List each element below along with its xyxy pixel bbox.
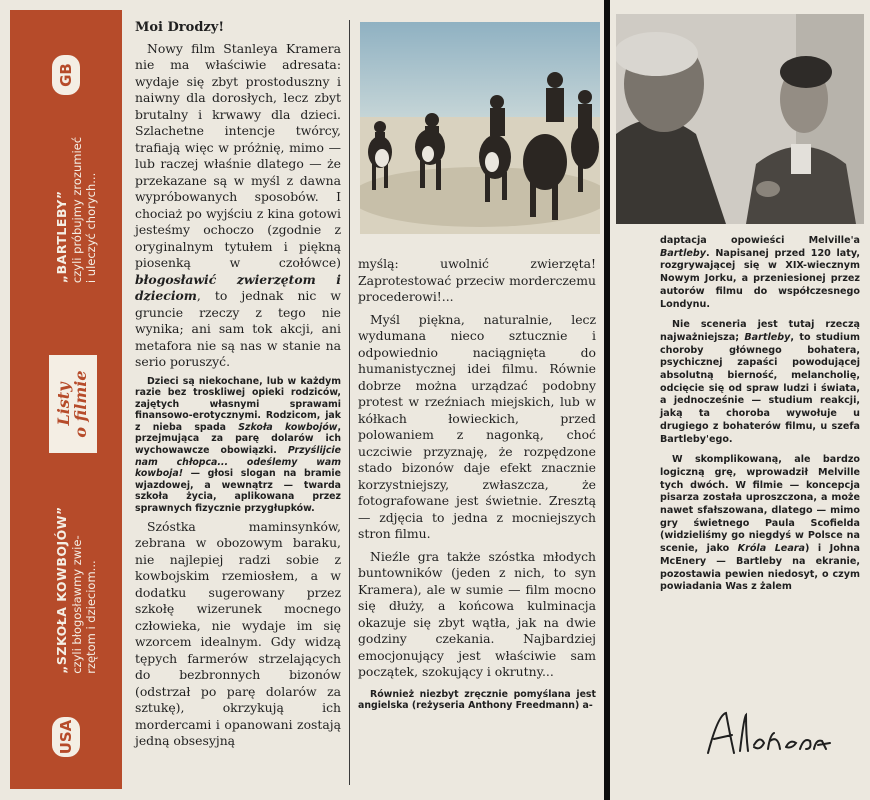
two-men-photo	[616, 14, 864, 224]
horse-riders-photo	[360, 22, 600, 234]
column-2	[358, 256, 596, 712]
paragraph: Szóstka maminsynków, zebrana w obozowym baraku, nie najlepiej radzi sobie z kowbojskim rzemiosłem, a w dodatku sugerowany przez szkołę wizerunek mocnego człowieka, nie wydaje im się wzorcem idealnym. Gdy widzą tępych farmerów strzelających do bezbronnych bizonów (odstrzał po parę dolarów za sztukę), okrzykują ich mordercami i opanowani zostają jedną obsesyjną	[135, 518, 341, 749]
film2-title: „SZKOŁA KOWBOJÓW”	[53, 506, 69, 674]
film1-title: „BARTLEBY”	[53, 190, 69, 284]
column-3	[660, 235, 860, 594]
paragraph: Nie sceneria jest tutaj rzeczą najważniejsza; Bartleby, to studium choroby głównego bohatera, psychicznej zapaści powodującej absolutną bierność, melancholię, odcięcie się od spraw ludzi i świata, a jednocześnie — studium reakcji, jaką ta choroba wywołuje u drugiego z bohaterów filmu, u szefa Bartleby'ego.	[660, 319, 860, 445]
author-signature	[700, 705, 840, 765]
listy-o-filmie-logo: Listy o filmie	[49, 355, 97, 453]
paragraph: W skomplikowaną, ale bardzo logiczną grę, wprowadził Melville tych dwóch. W filmie — koncepcja pisarza została uproszczona, a może nawet sfałszowana, dlatego — mimo gry świetnego Paula Scofielda (widzieliśmy go niegdyś w Polsce na scenie, jako Króla Leara) i Johna McEnery — Bartleby na ekranie, pozostawia pewien niedosyt, o czym powiadania Was z żalem	[660, 454, 860, 593]
horse-riders-illustration	[360, 22, 600, 234]
film1-heading	[54, 137, 98, 283]
column-1	[135, 20, 341, 750]
country-badge-usa: USA	[52, 717, 80, 757]
sidebar-banner	[10, 10, 122, 789]
small-paragraph: Również niezbyt zręcznie pomyślana jest angielska (reżyseria Anthony Freedmann) a-	[358, 688, 596, 712]
film2-heading	[54, 506, 98, 674]
two-men-illustration	[616, 14, 864, 224]
paragraph: myślą: uwolnić zwierzęta! Zaprotestować przeciw morderczemu procederowi!...	[358, 256, 596, 304]
salutation: Moi Drodzy!	[135, 20, 225, 35]
small-paragraph: Dzieci są niekochane, lub w każdym razie bez troskliwej opieki rodziców, zajętych własnymi sprawami finansowo-erotycznymi. Rodzicom, jak z nieba spada Szkoła kowbojów, przejmująca za parę dolarów ich wychowawcze obowiązki. Przyślijcie nam chłopca... odeślemy wam kowboja! — głosi slogan na bramie wjazdowej, a wewnątrz — twarda szkoła życia, aplikowana przez sprawnych fizycznie przygłupków.	[135, 375, 341, 515]
film1-subtitle-2: i uleczyć chorych...	[83, 172, 98, 284]
column-divider	[349, 20, 350, 785]
film2-subtitle-2: rzętom i dzieciom...	[83, 560, 98, 674]
paragraph: daptacja opowieści Melville'a Bartleby. Napisanej przed 120 laty, rozgrywającej się w XIX-wiecznym Nowym Jorku, a przeniesionej przez autorów filmu do współczesnego Londynu.	[660, 235, 860, 310]
paragraph: Myśl piękna, naturalnie, lecz wydumana nieco sztucznie i odpowiednio naciągnięta do humanistycznej idei filmu. Równie dobrze można urządzać podobny protest w rzeźniach miejskich, lub w kółkach łowieckich, przed polowaniem z nagonką, choć uczciwie przyznaję, że rozpędzone stado bizonów daje efekt znacznie korzystniejszy, zwłaszcza, że fotografowane jest świetnie. Zresztą — zdjęcia to jedna z mocniejszych stron filmu.	[358, 311, 596, 541]
paragraph: Nowy film Stanleya Kramera nie ma właściwie adresata: wydaje się zbyt prostoduszny i naiwny dla dorosłych, lecz zbyt brutalny i krwawy dla dzieci. Szlachetne intencje twórcy, trafiają więc w próżnię, mimo — lub raczej właśnie dlatego — że przekazane są w myśl z dawna wypróbowanych sposobów. I chociaż po wyjściu z kina gotowi jesteśmy ochoczo (zgodnie z oryginalnym tytułem i piękną piosenką w czołówce) błogosławić zwierzętom i dzieciom, to jednak nic w gruncie rzeczy z tego nie wynika; ani sam tok akcji, ani metafora nie są nas w stanie na serio poruszyć.	[135, 40, 341, 369]
film1-subtitle-1: czyli próbujmy zrozumieć	[69, 136, 84, 284]
film2-subtitle-1: czyli błogosławmy zwie-	[69, 535, 84, 674]
country-badge-gb: GB	[52, 55, 80, 95]
paragraph: Nieźle gra także szóstka młodych buntowników (jeden z nich, to syn Kramera), ale w sumie — film mocno się dłuży, a końcowa kulminacja okazuje się zbyt wątła, jak na dwie godziny czekania. Najbardziej emocjonujący jest właściwie sam początek, szokujący i okrutny...	[358, 548, 596, 679]
